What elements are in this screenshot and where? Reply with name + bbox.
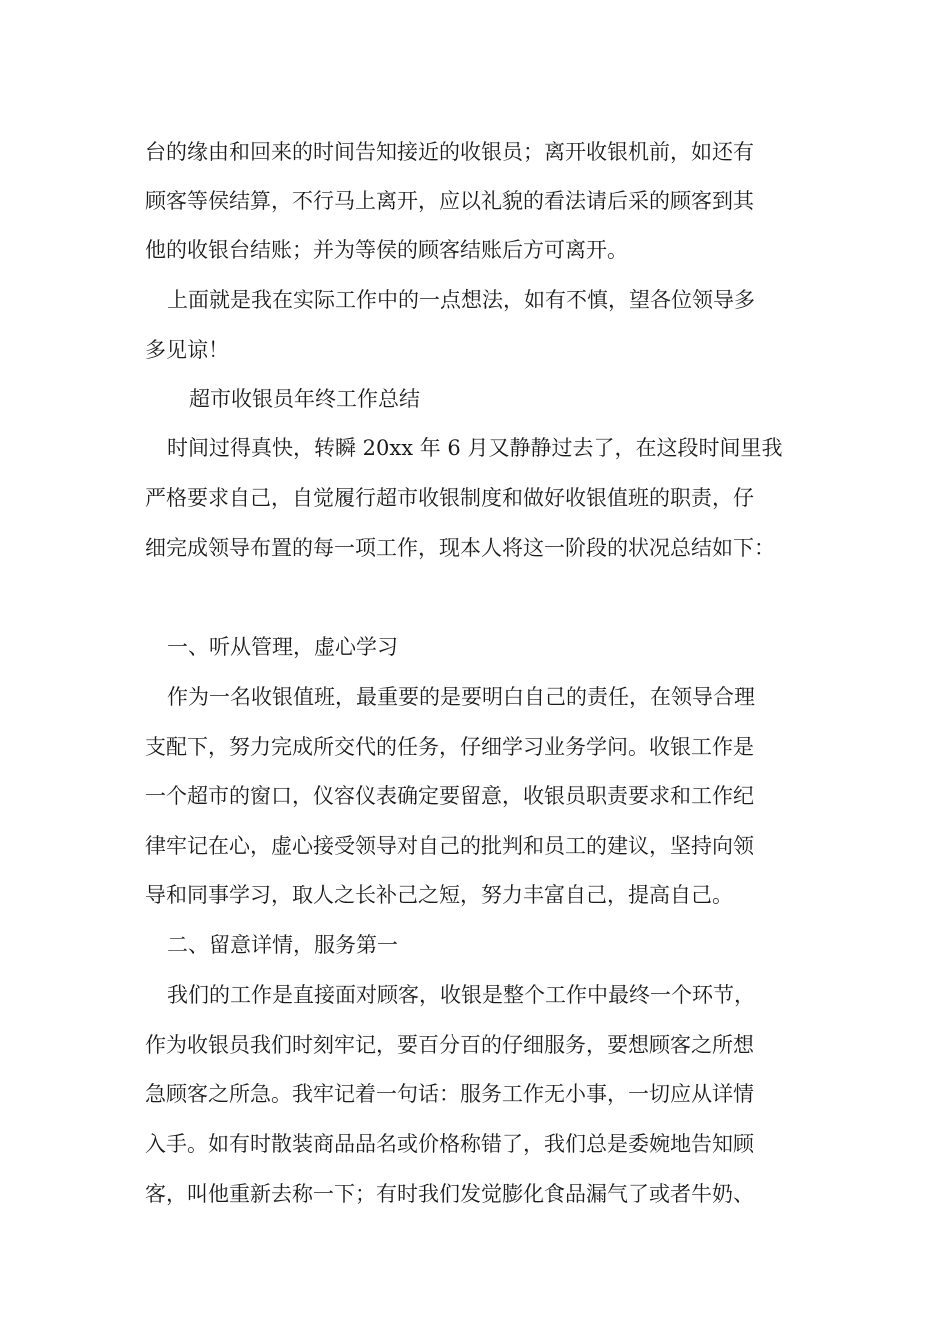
text-line: 多见谅！ bbox=[145, 338, 229, 362]
heading-2: 二、留意详情，服务第一 bbox=[167, 933, 398, 957]
text-line: 支配下，努力完成所交代的任务，仔细学习业务学问。收银工作是 bbox=[145, 735, 754, 759]
text-line: 一个超市的窗口，仪容仪表确定要留意，收银员职责要求和工作纪 bbox=[145, 784, 754, 808]
text-line: 严格要求自己，自觉履行超市收银制度和做好收银值班的职责，仔 bbox=[145, 486, 754, 510]
text-line: 入手。如有时散装商品品名或价格称错了，我们总是委婉地告知顾 bbox=[145, 1132, 754, 1156]
text-line: 导和同事学习，取人之长补己之短，努力丰富自己，提高自己。 bbox=[145, 883, 733, 907]
text-line: 上面就是我在实际工作中的一点想法，如有不慎，望各位领导多 bbox=[167, 288, 755, 312]
text-line: 作为一名收银值班，最重要的是要明白自己的责任，在领导合理 bbox=[167, 685, 755, 709]
heading-1: 一、听从管理，虚心学习 bbox=[167, 635, 398, 659]
text-line: 细完成领导布置的每一项工作，现本人将这一阶段的状况总结如下： bbox=[145, 536, 775, 560]
text-line: 时间过得真快，转瞬 20xx 年 6 月又静静过去了，在这段时间里我 bbox=[167, 436, 783, 460]
section-title: 超市收银员年终工作总结 bbox=[189, 387, 420, 411]
text-line: 律牢记在心，虚心接受领导对自己的批判和员工的建议，坚持向领 bbox=[145, 834, 754, 858]
text-line: 顾客等侯结算，不行马上离开，应以礼貌的看法请后采的顾客到其 bbox=[145, 189, 754, 213]
text-line: 他的收银台结账；并为等侯的顾客结账后方可离开。 bbox=[145, 238, 628, 262]
text-line: 客，叫他重新去称一下；有时我们发觉膨化食品漏气了或者牛奶、 bbox=[145, 1182, 754, 1206]
text-line: 台的缘由和回来的时间告知接近的收银员；离开收银机前，如还有 bbox=[145, 140, 754, 164]
text-line: 作为收银员我们时刻牢记，要百分百的仔细服务，要想顾客之所想 bbox=[145, 1033, 754, 1057]
text-line: 我们的工作是直接面对顾客，收银是整个工作中最终一个环节， bbox=[167, 983, 755, 1007]
text-line: 急顾客之所急。我牢记着一句话：服务工作无小事，一切应从详情 bbox=[145, 1082, 754, 1106]
